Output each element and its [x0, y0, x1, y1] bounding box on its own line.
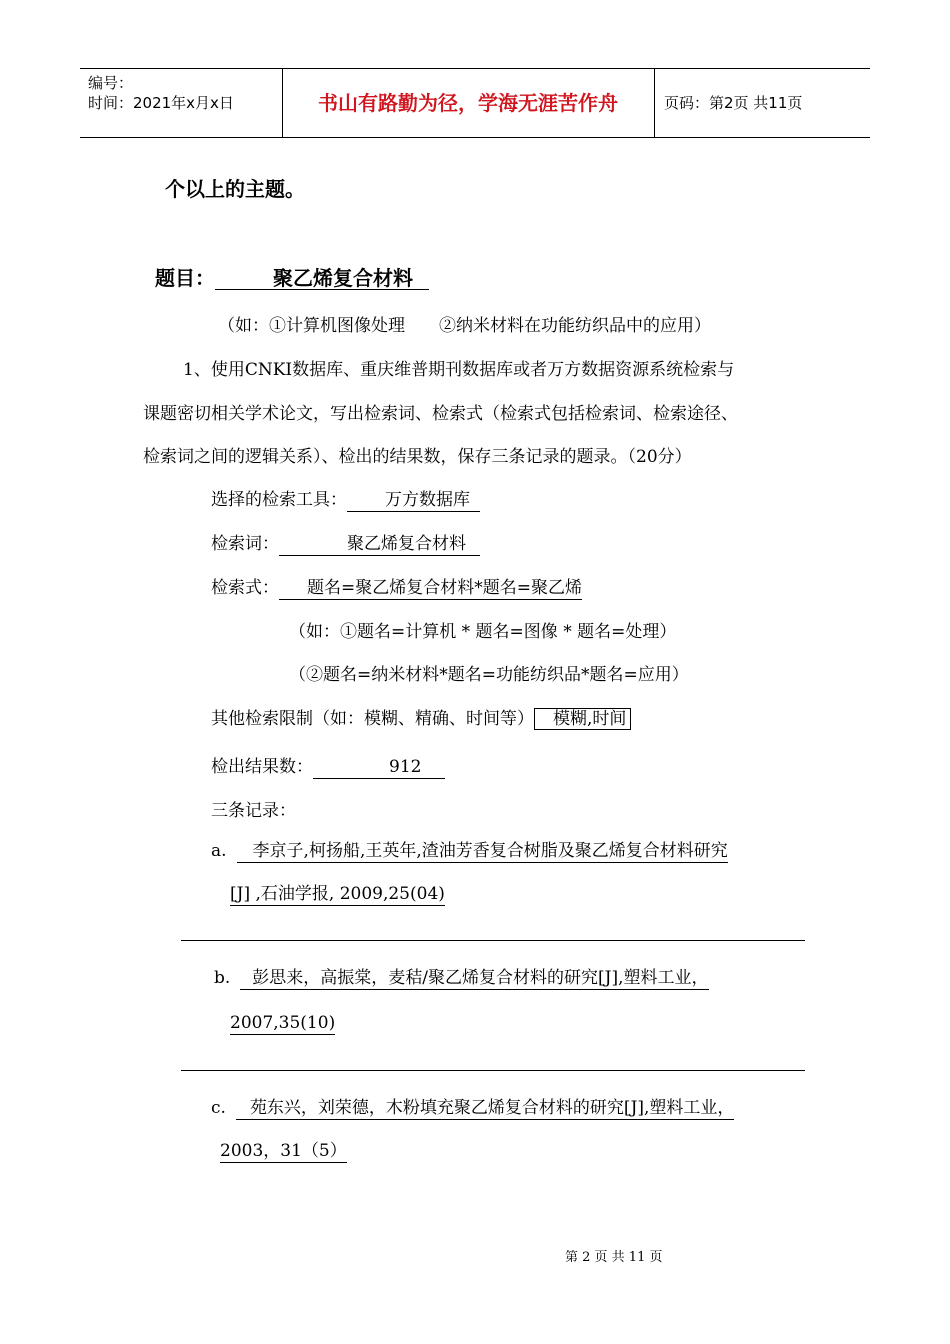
record-a — [211, 840, 728, 863]
record-c-cont — [220, 1140, 347, 1163]
record-a-marker: a. — [211, 841, 227, 861]
header-divider — [654, 69, 655, 137]
tool-label: 选择的检索工具： — [211, 490, 347, 510]
expression-example-2: （②题名=纳米材料*题名=功能纺织品*题名=应用） — [289, 665, 689, 685]
topic-example: （如：①计算机图像处理 ②纳米材料在功能纺织品中的应用） — [218, 316, 711, 336]
record-a-line-2: [J] ,石油学报, 2009,25(04) — [230, 884, 445, 904]
header-meta — [88, 73, 234, 113]
limit-line — [211, 704, 631, 730]
task-line-3: 检索词之间的逻辑关系）、检出的结果数，保存三条记录的题录。（20分） — [143, 447, 692, 467]
tool-value: 万方数据库 — [347, 489, 480, 512]
count-value: 912 — [313, 756, 445, 779]
record-c-marker: c. — [211, 1098, 226, 1118]
tool-line — [211, 485, 480, 512]
limit-value: 模糊,时间 — [534, 708, 631, 730]
records-label: 三条记录： — [211, 801, 296, 821]
keyword-label: 检索词： — [211, 534, 279, 554]
header-table — [80, 68, 870, 138]
divider-line — [181, 940, 805, 941]
record-b-marker: b. — [214, 968, 231, 988]
count-line — [211, 752, 445, 779]
document-time: 时间：2021年x月x日 — [88, 94, 234, 112]
topic-value: 聚乙烯复合材料 — [215, 267, 429, 290]
record-a-line-1: 李京子,柯扬船,王英年,渣油芳香复合树脂及聚乙烯复合材料研究 — [237, 840, 728, 863]
record-c-line-2: 2003，31（5） — [220, 1141, 347, 1161]
header-page-info: 页码：第2页 共11页 — [664, 94, 803, 112]
record-b-line-2: 2007,35(10) — [230, 1013, 336, 1033]
record-b-line-1: 彭思来，高振棠，麦秸/聚乙烯复合材料的研究[J],塑料工业， — [240, 967, 708, 990]
expression-example-1: （如：①题名=计算机 * 题名=图像 * 题名=处理） — [289, 622, 677, 642]
topic-line — [155, 262, 429, 291]
header-motto: 书山有路勤为径，学海无涯苦作舟 — [318, 91, 618, 115]
keyword-line — [211, 529, 480, 556]
intro-text: 个以上的主题。 — [165, 177, 305, 201]
record-c — [211, 1097, 734, 1120]
record-a-cont — [230, 883, 445, 906]
record-c-line-1: 苑东兴，刘荣德，木粉填充聚乙烯复合材料的研究[J],塑料工业， — [236, 1097, 734, 1120]
record-b-cont — [230, 1012, 335, 1035]
limit-label: 其他检索限制（如：模糊、精确、时间等） — [211, 709, 534, 729]
divider-line — [181, 1070, 805, 1071]
topic-label: 题目： — [155, 266, 215, 290]
page-footer: 第 2 页 共 11 页 — [565, 1250, 663, 1265]
task-line-1: 1、使用CNKI数据库、重庆维普期刊数据库或者万方数据资源系统检索与 — [183, 360, 735, 380]
keyword-value: 聚乙烯复合材料 — [279, 533, 480, 556]
expression-label: 检索式： — [211, 578, 279, 598]
expression-line — [211, 573, 582, 600]
task-line-2: 课题密切相关学术论文，写出检索词、检索式（检索式包括检索词、检索途径、 — [143, 404, 738, 424]
count-label: 检出结果数： — [211, 757, 313, 777]
record-b — [214, 967, 709, 990]
expression-value: 题名=聚乙烯复合材料*题名=聚乙烯 — [279, 577, 582, 600]
document-number-label: 编号： — [88, 74, 134, 92]
